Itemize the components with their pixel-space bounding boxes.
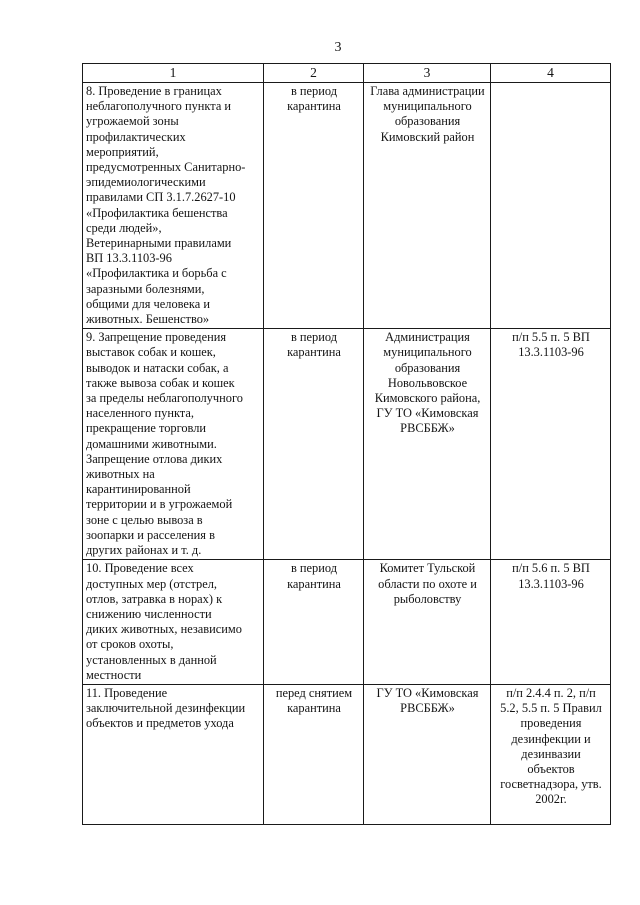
period-cell: перед снятием карантина — [264, 684, 364, 824]
table-row-11 — [83, 684, 611, 824]
table-row-10 — [83, 560, 611, 685]
measures-table — [82, 63, 611, 825]
column-header-2: 2 — [264, 64, 364, 83]
basis-cell: п/п 5.6 п. 5 ВП 13.3.1103-96 — [491, 560, 611, 685]
table-header-row — [83, 64, 611, 83]
column-header-1: 1 — [83, 64, 264, 83]
table-row-9 — [83, 329, 611, 560]
measure-cell: 8. Проведение в границах неблагополучного пункта и угрожаемой зоны профилактических мероприятий, предусмотренных Санитарно- эпидемиологическими правилами СП 3.1.7.2627-10 «Профилактика бешенства среди людей», Ветеринарными правилами ВП 13.3.1103-96 «Профилактика и борьба с заразными болезнями, общими для человека и животных. Бешенство» — [83, 83, 264, 329]
period-cell: в период карантина — [264, 560, 364, 685]
basis-cell — [491, 83, 611, 329]
column-header-4: 4 — [491, 64, 611, 83]
table-row-8 — [83, 83, 611, 329]
measure-cell: 10. Проведение всех доступных мер (отстрел, отлов, затравка в норах) к снижению численности диких животных, независимо от сроков охоты, установленных в данной местности — [83, 560, 264, 685]
period-cell: в период карантина — [264, 329, 364, 560]
responsible-cell: Комитет Тульской области по охоте и рыболовству — [364, 560, 491, 685]
period-cell: в период карантина — [264, 83, 364, 329]
responsible-cell: Глава администрации муниципального образования Кимовский район — [364, 83, 491, 329]
responsible-cell: Администрация муниципального образования Новольвовское Кимовского района, ГУ ТО «Кимовская РВСББЖ» — [364, 329, 491, 560]
basis-cell: п/п 5.5 п. 5 ВП 13.3.1103-96 — [491, 329, 611, 560]
page-number: 3 — [334, 40, 342, 55]
measure-cell: 11. Проведение заключительной дезинфекции объектов и предметов ухода — [83, 684, 264, 824]
measure-cell: 9. Запрещение проведения выставок собак и кошек, выводок и натаски собак, а также вывоза собак и кошек за пределы неблагополучного населенного пункта, прекращение торговли домашними животными. Запрещение отлова диких животных на карантинированной территории и в угрожаемой зоне с целью вывоза в зоопарки и расселения в других районах и т. д. — [83, 329, 264, 560]
column-header-3: 3 — [364, 64, 491, 83]
basis-cell: п/п 2.4.4 п. 2, п/п 5.2, 5.5 п. 5 Правил проведения дезинфекции и дезинвазии объектов госветнадзора, утв. 2002г. — [491, 684, 611, 824]
responsible-cell: ГУ ТО «Кимовская РВСББЖ» — [364, 684, 491, 824]
